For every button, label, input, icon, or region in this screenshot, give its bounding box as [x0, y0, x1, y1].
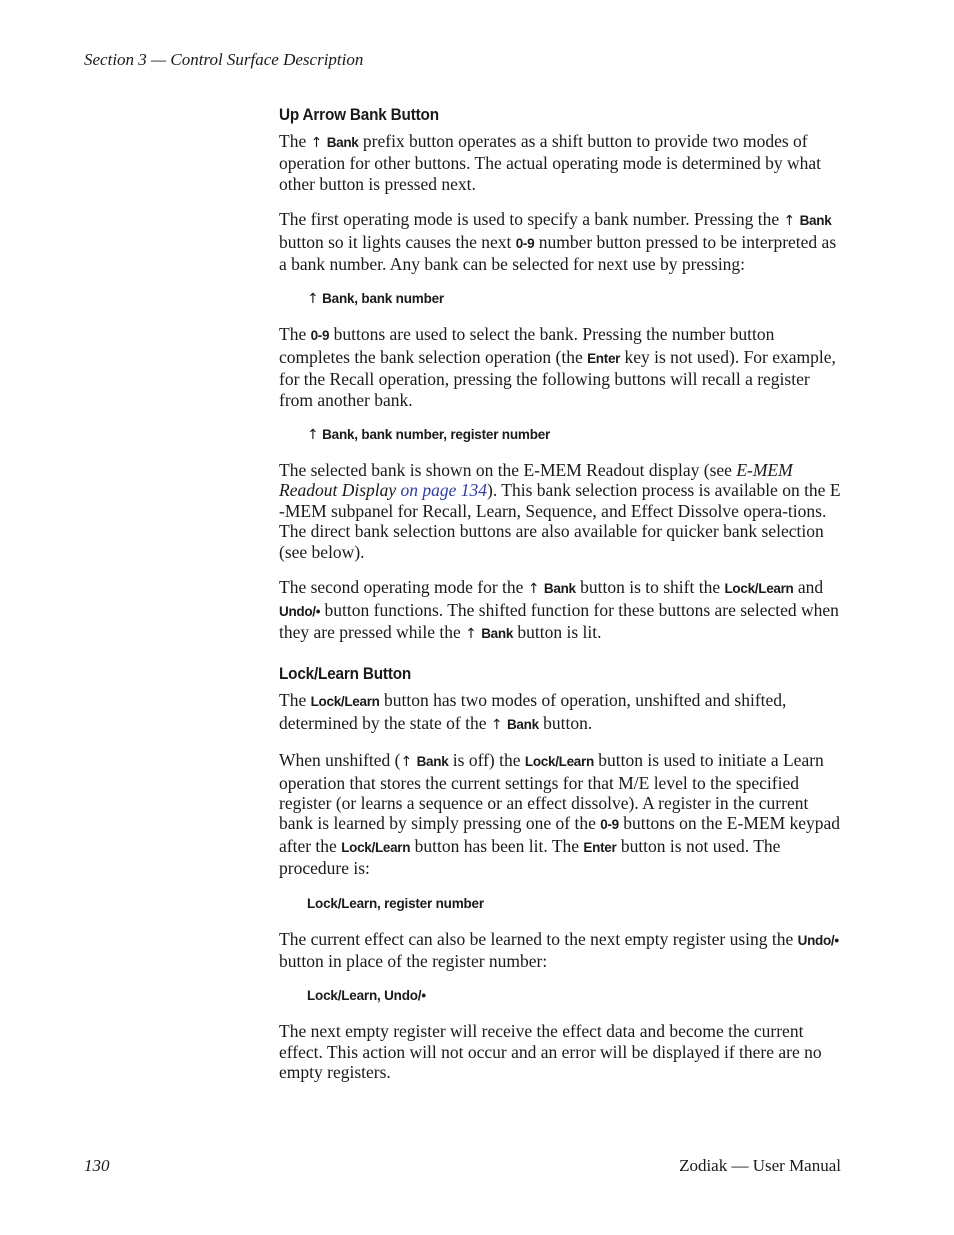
procedure-step: Lock/Learn, register number: [307, 895, 484, 911]
button-name: Bank: [481, 625, 514, 641]
button-name: 0-9: [515, 235, 535, 251]
paragraph: The Lock/Learn button has two modes of operation, unshifted and shifted, determined by the state of the ↑ Bank button.: [279, 690, 787, 733]
up-arrow-icon: ↑: [465, 625, 477, 642]
paragraph: The ↑ Bank prefix button operates as a shift button to provide two modes of operation for other buttons. The actual operating mode is determined by what other button is pressed next.: [279, 131, 822, 194]
paragraph: The selected bank is shown on the E-MEM Readout display (see E-MEM Readout Display on page 134). This bank selection process is available on the E -MEM subpanel for Recall, Learn, Sequence, and Effect Dissolve opera-tions. The direct bank selection buttons are also available for quicker bank selection (see below).: [279, 460, 841, 562]
button-name: 0-9: [600, 817, 619, 833]
procedure-step: Lock/Learn, Undo/•: [307, 988, 426, 1004]
button-name: Undo/•: [797, 932, 839, 948]
button-name: Lock/Learn: [310, 694, 380, 710]
button-name: Enter: [583, 839, 617, 855]
up-arrow-icon: ↑: [400, 754, 413, 771]
running-footer-title: Zodiak — User Manual: [679, 1156, 841, 1175]
up-arrow-icon: ↑: [307, 427, 319, 444]
procedure-step: ↑ Bank, bank number, register number: [307, 427, 551, 444]
procedure-step: ↑ Bank, bank number: [307, 291, 444, 308]
button-name: Lock/Learn: [341, 839, 411, 855]
running-header: Section 3 — Control Surface Description: [84, 50, 364, 69]
button-name: 0-9: [310, 328, 330, 344]
paragraph: When unshifted (↑ Bank is off) the Lock/Learn button is used to initiate a Learn operation that stores the current settings for that M/E level to the specified register (or learns a sequence or an effect dissolve). A register in the current bank is learned by simply pressing one of the 0-9 buttons on the E-MEM keypad after the Lock/Learn button has been lit. The Enter button is not used. The procedure is:: [279, 750, 841, 879]
button-name: Bank: [416, 754, 449, 770]
section-heading-lock-learn: Lock/Learn Button: [279, 664, 412, 684]
button-name: Bank: [506, 716, 539, 732]
up-arrow-icon: ↑: [490, 716, 503, 733]
page-link[interactable]: on page 134: [400, 480, 488, 501]
paragraph: The current effect can also be learned to the next empty register using the Undo/• button in place of the register number:: [279, 928, 839, 971]
button-name: Enter: [587, 350, 621, 366]
page-number: 130: [84, 1156, 110, 1175]
button-name: Undo/•: [279, 603, 321, 619]
button-name: Bank: [799, 213, 832, 229]
button-name: Bank: [543, 581, 576, 597]
up-arrow-icon: ↑: [307, 291, 319, 308]
paragraph: The 0-9 buttons are used to select the bank. Pressing the number button completes the bank selection operation (the Enter key is not used). For example, for the Recall operation, pressing the following buttons will recall a register from another bank.: [279, 324, 836, 410]
button-name: Lock/Learn: [724, 581, 794, 597]
paragraph: The first operating mode is used to specify a bank number. Pressing the ↑ Bank button so it lights causes the next 0-9 number button pressed to be interpreted as a bank number. Any bank can be selected for next use by pressing:: [279, 209, 837, 275]
paragraph: The second operating mode for the ↑ Bank button is to shift the Lock/Learn and Undo/• button functions. The shifted function for these buttons are selected when they are pressed while the ↑ Bank button is lit.: [279, 577, 839, 642]
button-name: Lock/Learn: [524, 754, 594, 770]
page-body: [279, 105, 841, 1098]
cross-reference-title: E-MEM Readout Display: [279, 460, 793, 501]
button-name: Bank: [326, 135, 359, 150]
up-arrow-icon: ↑: [310, 135, 323, 151]
section-heading-up-arrow-bank: Up Arrow Bank Button: [279, 105, 439, 124]
up-arrow-icon: ↑: [783, 213, 796, 230]
paragraph: The next empty register will receive the effect data and become the current effect. This action will not occur and an error will be displayed if there are no empty registers.: [279, 1021, 822, 1083]
up-arrow-icon: ↑: [527, 581, 540, 598]
